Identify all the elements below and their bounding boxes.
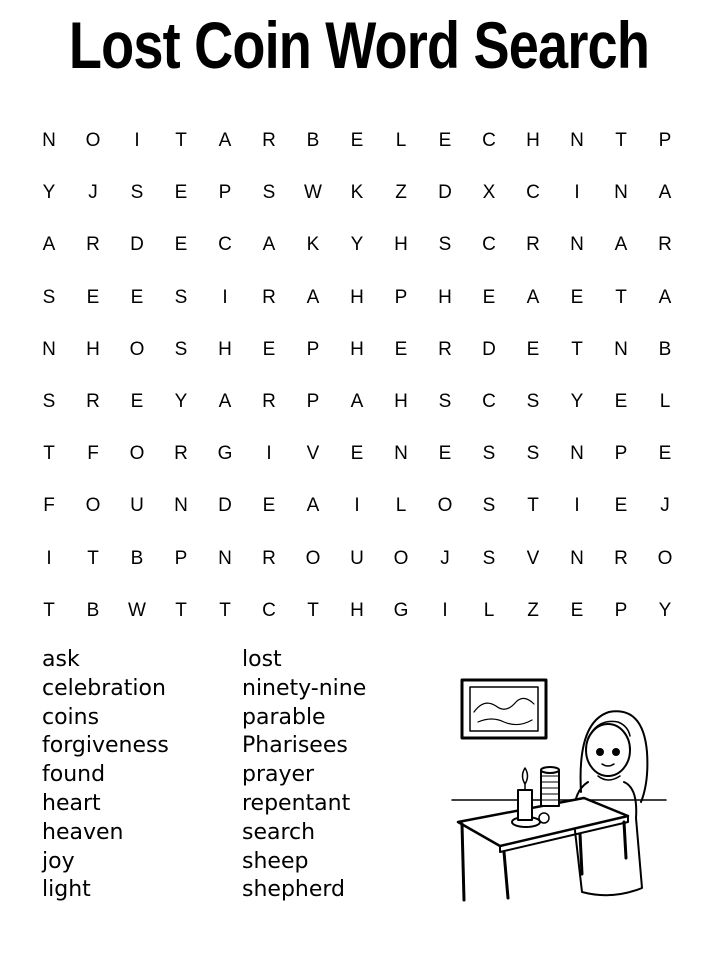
grid-letter: T bbox=[175, 599, 187, 621]
grid-letter: T bbox=[219, 599, 231, 621]
grid-letter: D bbox=[482, 338, 496, 360]
grid-letter: R bbox=[86, 234, 100, 256]
grid-letter: K bbox=[350, 182, 364, 204]
grid-letter: I bbox=[574, 495, 580, 517]
grid-letter: N bbox=[218, 547, 232, 569]
grid-letter: T bbox=[43, 599, 55, 621]
grid-letter: T bbox=[571, 338, 583, 360]
grid-letter: A bbox=[658, 182, 672, 204]
grid-letter: T bbox=[615, 130, 627, 151]
woman-at-table-with-candle-and-coins-icon bbox=[448, 672, 678, 902]
grid-letter: E bbox=[570, 286, 584, 308]
grid-letter: R bbox=[86, 390, 100, 412]
grid-letter: J bbox=[660, 495, 670, 517]
grid-letter: E bbox=[658, 443, 672, 465]
grid-letter: R bbox=[262, 130, 276, 151]
grid-letter: C bbox=[218, 234, 232, 256]
grid-letter: B bbox=[658, 338, 672, 360]
grid-letter: B bbox=[306, 130, 320, 151]
coin-stack-icon bbox=[541, 767, 559, 806]
grid-letter: P bbox=[174, 547, 188, 569]
grid-letter: E bbox=[438, 130, 452, 151]
grid-letter: P bbox=[658, 130, 672, 151]
word-list-left bbox=[42, 646, 169, 905]
grid-letter: R bbox=[174, 443, 188, 465]
grid-letter: C bbox=[482, 390, 496, 412]
grid-letter: B bbox=[130, 547, 144, 569]
grid-letter: E bbox=[394, 338, 408, 360]
grid-letter: Z bbox=[527, 599, 539, 621]
grid-letter: R bbox=[526, 234, 540, 256]
grid-letter: T bbox=[87, 547, 99, 569]
grid-letter: R bbox=[262, 547, 276, 569]
grid-letter: B bbox=[86, 599, 100, 621]
grid-letter: C bbox=[526, 182, 540, 204]
grid-letter: J bbox=[88, 182, 98, 204]
grid-letter: C bbox=[262, 599, 276, 621]
word-list-item: coins bbox=[42, 704, 100, 730]
grid-letter: E bbox=[262, 495, 276, 517]
grid-letter: P bbox=[394, 286, 408, 308]
word-list-item: light bbox=[42, 877, 91, 903]
grid-letter: E bbox=[526, 338, 540, 360]
grid-letter: P bbox=[306, 390, 320, 412]
grid-letter: D bbox=[438, 182, 452, 204]
framed-picture-icon bbox=[462, 680, 546, 738]
grid-letter: O bbox=[657, 547, 673, 569]
grid-letter: A bbox=[218, 390, 232, 412]
grid-letter: P bbox=[218, 182, 232, 204]
word-list-item: lost bbox=[242, 647, 282, 672]
grid-letter: Y bbox=[658, 599, 672, 621]
word-list-item: forgiveness bbox=[42, 733, 169, 759]
grid-letter: N bbox=[570, 234, 584, 256]
grid-letter: N bbox=[42, 338, 56, 360]
grid-letter: N bbox=[570, 130, 584, 151]
grid-letter: D bbox=[218, 495, 232, 517]
grid-letter: N bbox=[42, 130, 56, 151]
grid-letter: N bbox=[614, 182, 628, 204]
word-list-item: ask bbox=[42, 647, 80, 672]
grid-letter: G bbox=[393, 599, 409, 621]
grid-letter: N bbox=[174, 495, 188, 517]
word-list-item: joy bbox=[42, 848, 75, 874]
grid-letter: F bbox=[43, 495, 55, 517]
grid-letter: R bbox=[262, 286, 276, 308]
grid-letter: C bbox=[482, 130, 496, 151]
word-list-item: search bbox=[242, 819, 316, 845]
grid-letter: S bbox=[482, 443, 496, 465]
word-list-item: parable bbox=[242, 704, 326, 730]
grid-letter: S bbox=[482, 547, 496, 569]
grid-letter: W bbox=[304, 182, 322, 204]
grid-letter: Z bbox=[395, 182, 407, 204]
grid-letter: I bbox=[354, 495, 360, 517]
grid-letter: V bbox=[526, 547, 540, 569]
grid-letter: T bbox=[43, 443, 55, 465]
grid-letter: R bbox=[614, 547, 628, 569]
grid-letter: A bbox=[42, 234, 56, 256]
grid-letter: E bbox=[130, 390, 144, 412]
grid-letter: I bbox=[134, 130, 140, 151]
grid-letter: A bbox=[658, 286, 672, 308]
grid-letter: O bbox=[437, 495, 453, 517]
grid-letter: S bbox=[174, 338, 188, 360]
grid-letter: L bbox=[483, 599, 495, 621]
grid-letter: E bbox=[174, 234, 188, 256]
word-list-item: celebration bbox=[42, 675, 166, 701]
grid-letter: S bbox=[42, 286, 56, 308]
grid-letter: N bbox=[614, 338, 628, 360]
word-list-item: heaven bbox=[42, 819, 124, 845]
grid-letter: F bbox=[87, 443, 99, 465]
word-list-item: found bbox=[42, 762, 106, 788]
grid-letter: O bbox=[129, 338, 145, 360]
grid-letter: E bbox=[262, 338, 276, 360]
grid-letter: Y bbox=[42, 182, 56, 204]
word-list-item: repentant bbox=[242, 790, 351, 816]
grid-letter: S bbox=[526, 390, 540, 412]
grid-letter: A bbox=[614, 234, 628, 256]
grid-letter: N bbox=[394, 443, 408, 465]
letter-grid bbox=[27, 115, 687, 637]
grid-letter: P bbox=[614, 599, 628, 621]
grid-letter: I bbox=[266, 443, 272, 465]
word-list-item: Pharisees bbox=[242, 733, 348, 759]
word-list-right bbox=[242, 646, 366, 905]
grid-letter: Y bbox=[570, 390, 584, 412]
grid-letter: I bbox=[442, 599, 448, 621]
grid-letter: S bbox=[130, 182, 144, 204]
grid-letter: U bbox=[350, 547, 364, 569]
grid-letter: P bbox=[306, 338, 320, 360]
grid-letter: T bbox=[175, 130, 187, 151]
grid-letter: D bbox=[130, 234, 144, 256]
grid-letter: L bbox=[395, 495, 407, 517]
grid-letter: K bbox=[306, 234, 320, 256]
grid-letter: G bbox=[217, 443, 233, 465]
grid-letter: O bbox=[393, 547, 409, 569]
grid-letter: E bbox=[174, 182, 188, 204]
grid-letter: L bbox=[659, 390, 671, 412]
grid-letter: N bbox=[570, 443, 584, 465]
grid-letter: T bbox=[527, 495, 539, 517]
grid-letter: E bbox=[438, 443, 452, 465]
grid-letter: E bbox=[130, 286, 144, 308]
grid-letter: C bbox=[482, 234, 496, 256]
grid-letter: T bbox=[615, 286, 627, 308]
grid-letter: I bbox=[574, 182, 580, 204]
grid-letter: E bbox=[350, 443, 364, 465]
grid-letter: S bbox=[42, 390, 56, 412]
grid-letter: O bbox=[305, 547, 321, 569]
grid-letter: H bbox=[350, 286, 364, 308]
grid-letter: S bbox=[438, 234, 452, 256]
grid-letter: O bbox=[85, 495, 101, 517]
grid-letter: A bbox=[350, 390, 364, 412]
word-list-item: shepherd bbox=[242, 877, 346, 903]
grid-letter: L bbox=[395, 130, 407, 151]
grid-letter: A bbox=[306, 286, 320, 308]
grid-letter: H bbox=[394, 390, 408, 412]
grid-letter: Y bbox=[174, 390, 188, 412]
grid-letter: I bbox=[46, 547, 52, 569]
grid-letter: I bbox=[222, 286, 228, 308]
grid-letter: A bbox=[526, 286, 540, 308]
grid-letter: H bbox=[218, 338, 232, 360]
grid-letter: S bbox=[526, 443, 540, 465]
grid-letter: J bbox=[440, 547, 450, 569]
grid-letter: S bbox=[438, 390, 452, 412]
grid-letter: R bbox=[438, 338, 452, 360]
grid-letter: T bbox=[307, 599, 319, 621]
grid-letter: A bbox=[262, 234, 276, 256]
grid-letter: H bbox=[350, 599, 364, 621]
grid-letter: V bbox=[306, 443, 320, 465]
grid-letter: H bbox=[86, 338, 100, 360]
grid-letter: H bbox=[438, 286, 452, 308]
grid-letter: E bbox=[614, 390, 628, 412]
grid-letter: S bbox=[174, 286, 188, 308]
grid-letter: E bbox=[86, 286, 100, 308]
grid-letter: H bbox=[394, 234, 408, 256]
word-list-item: heart bbox=[42, 790, 101, 816]
word-list-item: sheep bbox=[242, 848, 309, 874]
grid-letter: N bbox=[570, 547, 584, 569]
grid-letter: R bbox=[658, 234, 672, 256]
grid-letter: U bbox=[130, 495, 144, 517]
grid-letter: P bbox=[614, 443, 628, 465]
word-list-item: prayer bbox=[242, 762, 315, 788]
grid-letter: E bbox=[350, 130, 364, 151]
grid-letter: H bbox=[526, 130, 540, 151]
grid-letter: H bbox=[350, 338, 364, 360]
grid-letter: A bbox=[218, 130, 232, 151]
grid-letter: S bbox=[262, 182, 276, 204]
grid-letter: O bbox=[85, 130, 101, 151]
grid-letter: E bbox=[570, 599, 584, 621]
grid-letter: A bbox=[306, 495, 320, 517]
grid-letter: R bbox=[262, 390, 276, 412]
grid-letter: Y bbox=[350, 234, 364, 256]
grid-letter: W bbox=[128, 599, 146, 621]
page-title: Lost Coin Word Search bbox=[68, 8, 650, 82]
grid-letter: O bbox=[129, 443, 145, 465]
grid-letter: E bbox=[482, 286, 496, 308]
grid-letter: S bbox=[482, 495, 496, 517]
word-list-item: ninety-nine bbox=[242, 675, 367, 701]
grid-letter: X bbox=[482, 182, 496, 204]
grid-letter: E bbox=[614, 495, 628, 517]
